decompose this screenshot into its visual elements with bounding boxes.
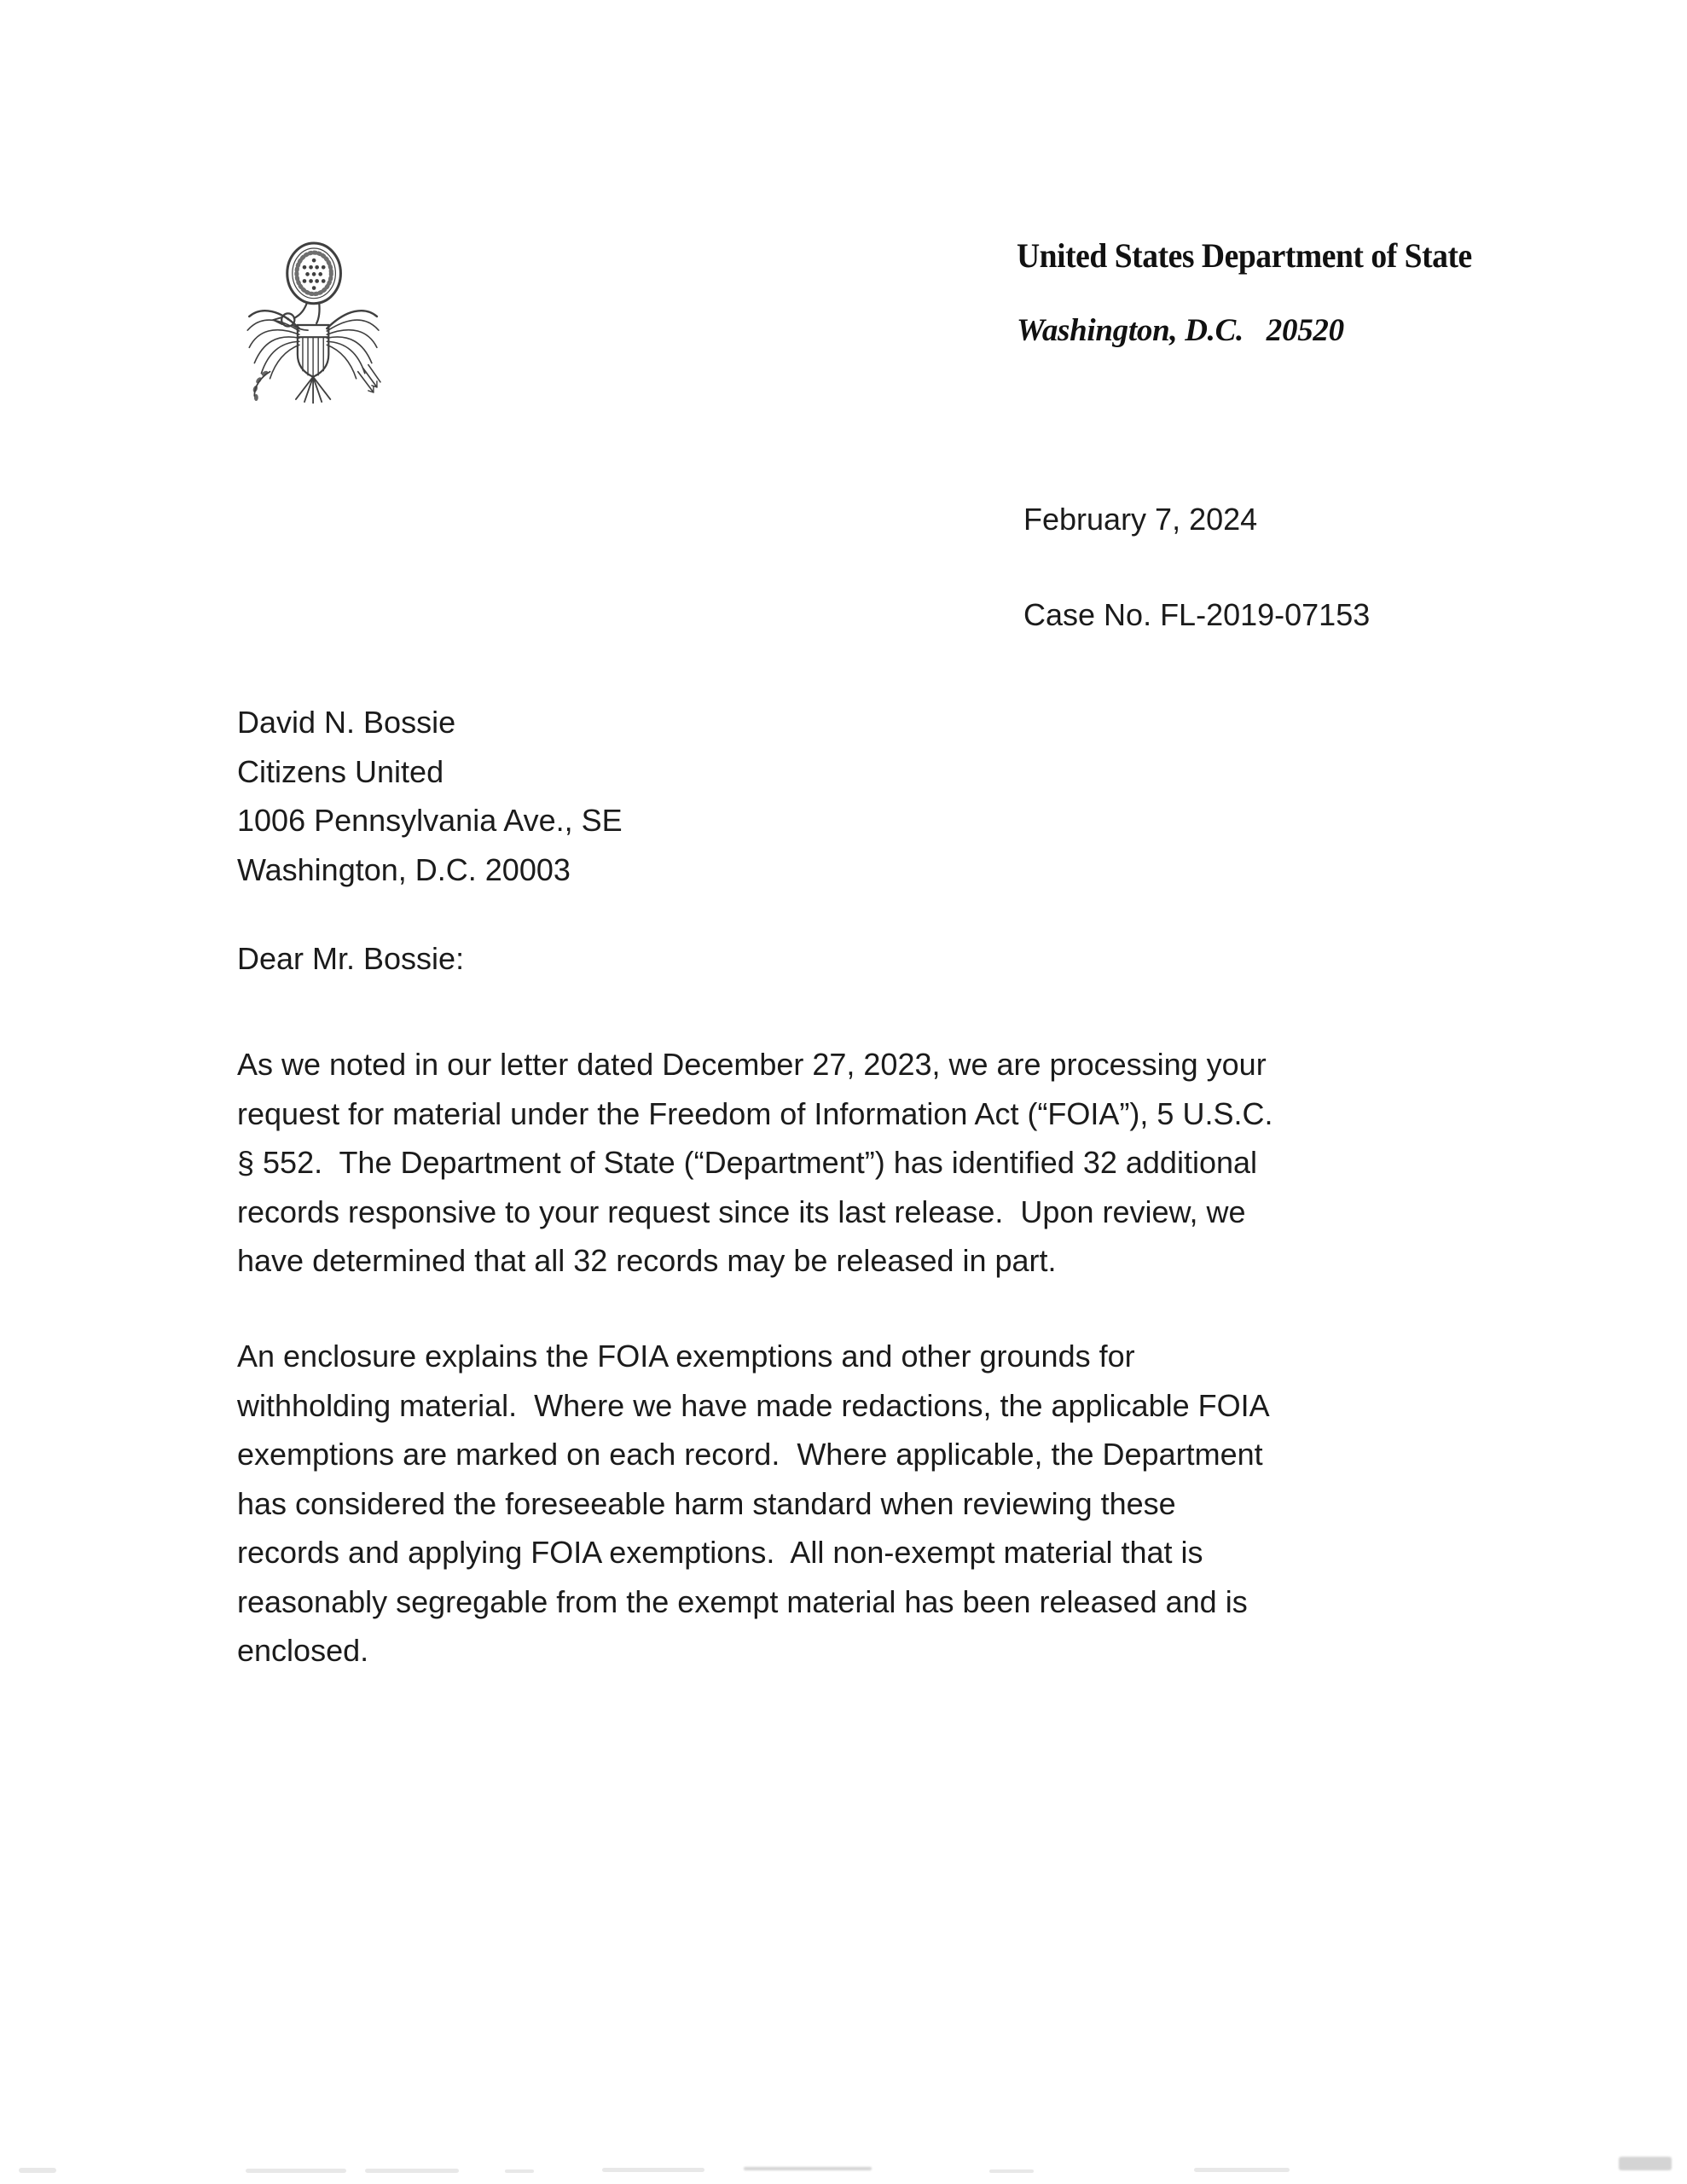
body-paragraph-2 bbox=[237, 1332, 1270, 1676]
recipient-organization: Citizens United bbox=[237, 753, 444, 789]
scan-artifact bbox=[505, 2169, 534, 2173]
paragraph-2-line: An enclosure explains the FOIA exemptions and other grounds for bbox=[237, 1339, 1135, 1374]
paragraph-1-line: request for material under the Freedom of Information Act (“FOIA”), 5 U.S.C. bbox=[237, 1095, 1273, 1131]
body-paragraph-1 bbox=[237, 1040, 1272, 1286]
scan-artifact bbox=[1194, 2168, 1290, 2172]
letterhead-agency: United States Department of State bbox=[1017, 236, 1472, 275]
salutation: Dear Mr. Bossie: bbox=[237, 941, 465, 976]
letterhead-address: Washington, D.C. 20520 bbox=[1017, 313, 1344, 348]
paragraph-1-line: have determined that all 32 records may be released in part. bbox=[237, 1243, 1057, 1278]
paragraph-2-line: records and applying FOIA exemptions. All non-exempt material that is bbox=[237, 1535, 1203, 1570]
paragraph-2-line: withholding material. Where we have made redactions, the applicable FOIA bbox=[237, 1387, 1270, 1423]
paragraph-1-line: As we noted in our letter dated December 27, 2023, we are processing your bbox=[237, 1047, 1267, 1082]
paragraph-2-line: exemptions are marked on each record. Where applicable, the Department bbox=[237, 1437, 1263, 1472]
scan-artifact bbox=[989, 2169, 1034, 2173]
paragraph-2-line: enclosed. bbox=[237, 1633, 369, 1668]
scan-artifact bbox=[744, 2167, 872, 2170]
case-number: Case No. FL-2019-07153 bbox=[1023, 597, 1371, 632]
recipient-address-block bbox=[237, 698, 623, 894]
department-of-state-seal-icon bbox=[230, 241, 382, 404]
recipient-name: David N. Bossie bbox=[237, 705, 456, 740]
letter-date: February 7, 2024 bbox=[1023, 502, 1258, 537]
scan-artifact bbox=[602, 2168, 704, 2172]
scan-artifact bbox=[19, 2168, 56, 2173]
paragraph-2-line: has considered the foreseeable harm standard when reviewing these bbox=[237, 1485, 1176, 1521]
scan-artifact bbox=[246, 2169, 346, 2173]
paragraph-1-line: § 552. The Department of State (“Department”) has identified 32 additional bbox=[237, 1145, 1258, 1180]
recipient-city: Washington, D.C. 20003 bbox=[237, 851, 571, 887]
recipient-street: 1006 Pennsylvania Ave., SE bbox=[237, 803, 623, 838]
scan-artifact bbox=[365, 2169, 459, 2173]
paragraph-1-line: records responsive to your request since its last release. Upon review, we bbox=[237, 1194, 1246, 1229]
paragraph-2-line: reasonably segregable from the exempt material has been released and is bbox=[237, 1583, 1248, 1619]
scan-artifact bbox=[1619, 2157, 1672, 2170]
